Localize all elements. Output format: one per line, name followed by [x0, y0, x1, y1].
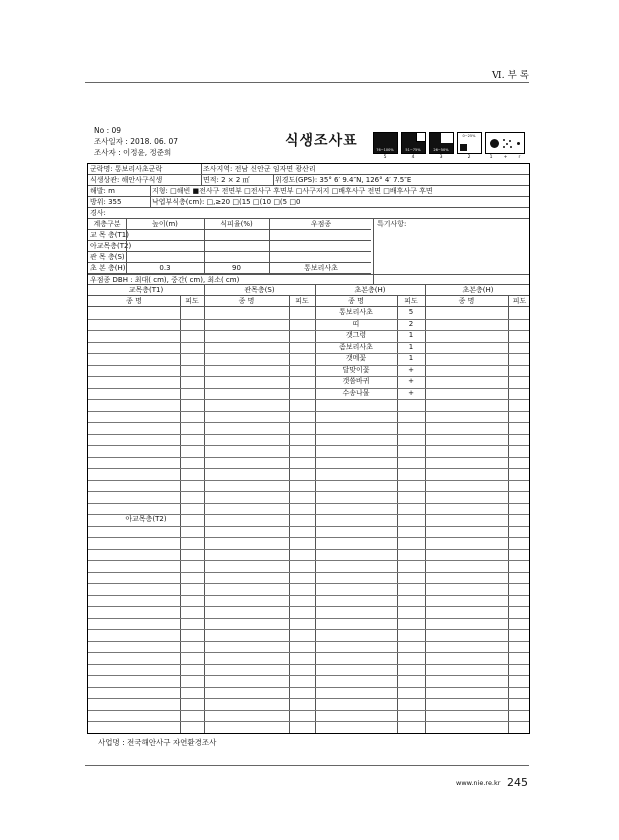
grid-row-line [88, 537, 529, 538]
footer-rule [85, 765, 529, 766]
herb-species: 갯메꽃 [345, 354, 367, 362]
grid-row-line [88, 376, 529, 377]
dots-icon [503, 139, 512, 148]
footer-site: www.nie.re.kr [456, 779, 501, 787]
strata-header: 계층구분 높이(m) 식피율(%) 우점종 [88, 219, 371, 230]
herb-species: 통보리사초 [339, 308, 373, 316]
header-rule [85, 82, 529, 83]
survey-meta [94, 125, 178, 158]
grid-row-line [88, 606, 529, 607]
grid-row-line [88, 629, 529, 630]
grid-row-line [88, 583, 529, 584]
grid-row-line [88, 457, 529, 458]
dbh-row [88, 274, 529, 285]
grid-row-line [88, 675, 529, 676]
herb-cover: + [408, 365, 414, 374]
page-number: 245 [507, 776, 528, 789]
form-title: 식생조사표 [285, 133, 358, 149]
grid-row-line [88, 342, 529, 343]
grid-row-line [88, 503, 529, 504]
litter-field: 낙엽부식층(cm): □,≥20 □(15 □(10 □(5 □0 [152, 198, 301, 206]
terrain-field: 지형: □해빈 ■전사구 전면부 □전사구 후면부 □사구저지 □배후사구 전면 □배후사구 후면 [152, 187, 433, 195]
herb-species: 달맞이꽃 [342, 365, 370, 374]
row-physiognomy [88, 175, 529, 186]
herb-species: 갯씀바귀 [342, 377, 370, 385]
grid-row-line [88, 560, 529, 561]
legend-2: 0~25% 2 [456, 132, 482, 160]
dbh-field: 우점종 DBH : 최대( cm), 중간( cm), 최소( cm) [90, 276, 240, 284]
community-field: 군락명: 통보리사초군락 [90, 165, 163, 173]
grid-row-line [88, 514, 529, 515]
herb-cover: 1 [408, 331, 414, 339]
grid-row-line [88, 595, 529, 596]
grid-row-line [88, 652, 529, 653]
herb-cover: + [408, 388, 414, 397]
grid-row-line [88, 480, 529, 481]
grid-row-line [88, 698, 529, 699]
grid-row-line [88, 411, 529, 412]
remarks-label: 특기사항: [377, 220, 407, 228]
grid-row-line [88, 687, 529, 688]
grid-row-line [88, 549, 529, 550]
row-community [88, 164, 529, 175]
cover-legend [372, 132, 526, 160]
herb-species: 갯그령 [345, 331, 367, 339]
page-header: Ⅵ. 부 록 [492, 70, 529, 81]
survey-date: 조사일자 : 2018. 06. 07 [94, 137, 178, 146]
herb-cover: 1 [408, 342, 414, 351]
legend-3: 26~50% 3 [428, 132, 454, 160]
area-field: 면적: 2 × 2 ㎡ [203, 176, 250, 184]
strata-row-s: 관 목 층(S) [88, 252, 371, 263]
row-slope [88, 208, 529, 219]
species-grid [88, 307, 529, 733]
legend-5: 76~100% 5 [372, 132, 398, 160]
strata-row-t1: 교 목 층(T1) [88, 230, 371, 241]
altitude-field: 해발: m [90, 187, 115, 195]
grid-row-line [88, 710, 529, 711]
aspect-field: 방위: 355 [90, 198, 122, 206]
grid-row-line [88, 664, 529, 665]
grid-row-line [88, 721, 529, 722]
small-dot-icon [517, 142, 520, 145]
grid-row-line [88, 618, 529, 619]
grid-row-line [88, 434, 529, 435]
slope-field: 경사: [90, 209, 106, 217]
species-sub-header: 종 명 피도 종 명 피도 종 명 피도 종 명 피도 [88, 296, 529, 307]
legend-4: 51~75% 4 [400, 132, 426, 160]
herb-species: 좀보리사초 [339, 342, 373, 351]
gps-field: 위경도(GPS): 35° 6′ 9.4″N, 126° 4′ 7.5″E [275, 176, 412, 184]
grid-row-line [88, 388, 529, 389]
region-field: 조사지역: 전남 신안군 임자면 광산리 [203, 165, 316, 173]
grid-row-line [88, 468, 529, 469]
row-aspect [88, 197, 529, 208]
physiognomy-field: 식생상관: 해안사구식생 [90, 176, 163, 184]
herb-cover: 2 [408, 319, 414, 328]
survey-no: No : 09 [94, 126, 122, 135]
row-terrain [88, 186, 529, 197]
species-group-header: 교목층(T1) 관목층(S) 초본층(H) 초본층(H) [88, 285, 529, 296]
herb-cover: 1 [408, 354, 414, 362]
section2-label: 아교목층(T2) [125, 515, 167, 523]
grid-row-line [88, 365, 529, 366]
grid-row-line [88, 422, 529, 423]
strata-row-t2: 아교목층(T2) [88, 241, 371, 252]
filled-circle-icon [490, 139, 499, 148]
grid-row-line [88, 641, 529, 642]
grid-row-line [88, 526, 529, 527]
strata-row-h: 초 본 층(H) 0.3 90 통보리사초 [88, 263, 371, 274]
herb-cover: 5 [408, 308, 414, 316]
grid-row-line [88, 330, 529, 331]
surveyors: 조사자 : 이정윤, 정준희 [94, 148, 172, 157]
herb-cover: + [408, 377, 414, 385]
grid-row-line [88, 399, 529, 400]
grid-row-line [88, 572, 529, 573]
project-name: 사업명 : 전국해안사구 자연환경조사 [98, 738, 217, 747]
grid-row-line [88, 319, 529, 320]
grid-row-line [88, 353, 529, 354]
herb-species: 수송나물 [342, 388, 370, 397]
herb-species: 띠 [352, 319, 360, 328]
legend-icons: 1 + r [484, 132, 526, 160]
grid-row-line [88, 491, 529, 492]
vegetation-survey-form [87, 163, 530, 734]
grid-row-line [88, 445, 529, 446]
